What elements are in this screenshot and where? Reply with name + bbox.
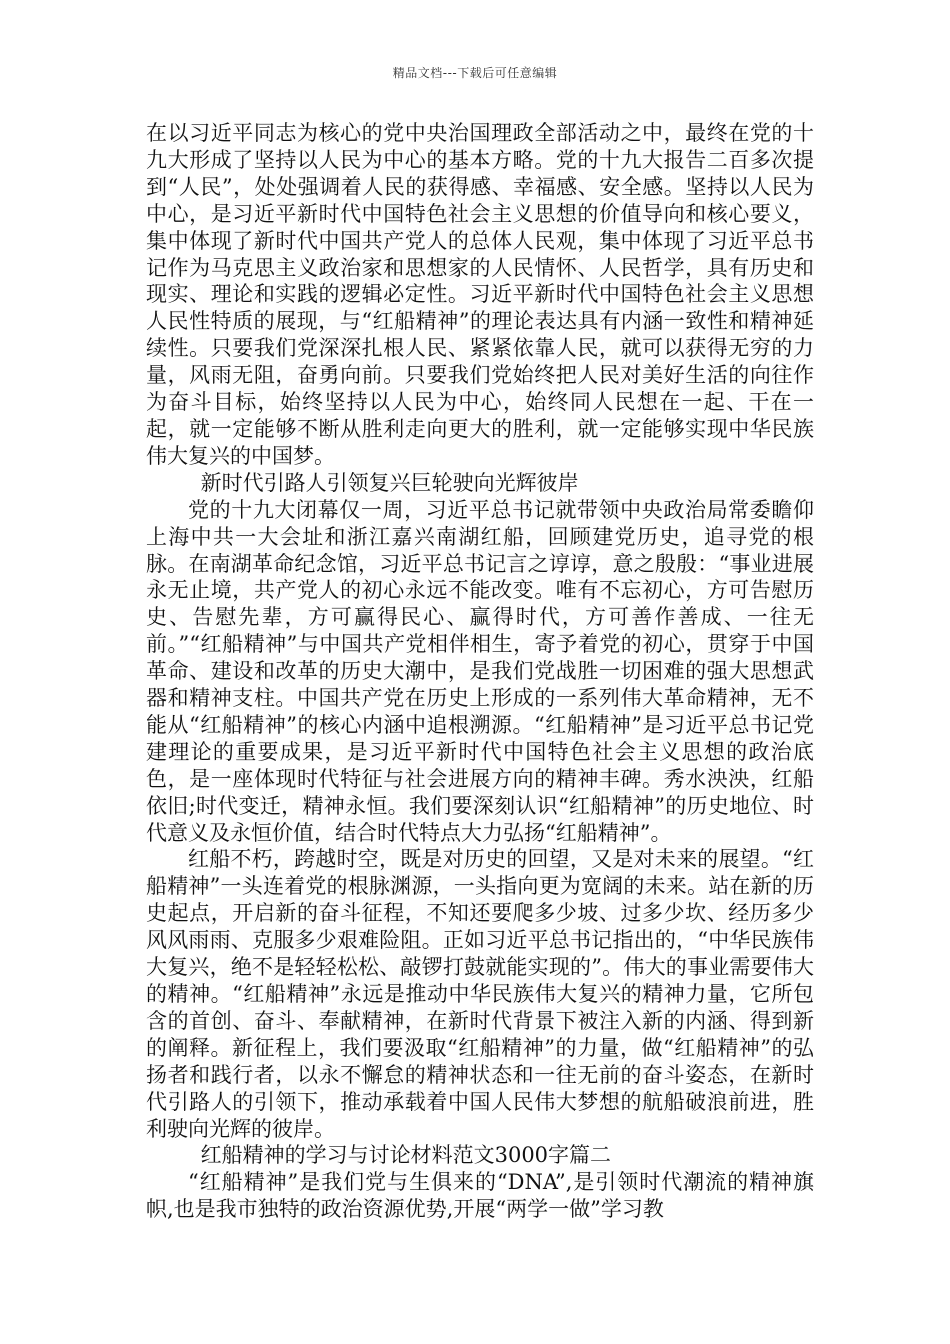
page-header: 精品文档---下载后可任意编辑 — [392, 66, 558, 80]
paragraph-1: 在以习近平同志为核心的党中央治国理政全部活动之中，最终在党的十九大形成了坚持以人民为中心的基本方略。党的十九大报告二百多次提到“人民”，处处强调着人民的获得感、幸福感、安全感。坚持以人民为中心，是习近平新时代中国特色社会主义思想的价值导向和核心要义，集中体现了新时代中国共产党人的总体人民观，集中体现了习近平总书记作为马克思主义政治家和思想家的人民情怀、人民哲学，具有历史和现实、理论和实践的逻辑必定性。习近平新时代中国特色社会主义思想人民性特质的展现，与“红船精神”的理论表达具有内涵一致性和精神延续性。只要我们党深深扎根人民、紧紧依靠人民，就可以获得无穷的力量，风雨无阻，奋勇向前。只要我们党始终把人民对美好生活的向往作为奋斗目标，始终坚持以人民为中心，始终同人民想在一起、干在一起，就一定能够不断从胜利走向更大的胜利，就一定能够实现中华民族伟大复兴的中国梦。 — [146, 121, 814, 468]
paragraph-4: “红船精神”是我们党与生俱来的“DNA”,是引领时代潮流的精神旗帜,也是我市独特的政治资源优势,开展“两学一做”学习教 — [146, 1170, 814, 1222]
section-heading-2: 红船精神的学习与讨论材料范文3000字篇二 — [200, 1143, 612, 1168]
document-body — [146, 120, 814, 1223]
paragraph-2: 党的十九大闭幕仅一周，习近平总书记就带领中央政治局常委瞻仰上海中共一大会址和浙江嘉兴南湖红船，回顾建党历史，追寻党的根脉。在南湖革命纪念馆，习近平总书记言之谆谆，意之殷殷：“事业进展永无止境，共产党人的初心永远不能改变。唯有不忘初心，方可告慰历史、告慰先辈，方可赢得民心、赢得时代，方可善作善成、一往无前。”“红船精神”与中国共产党相伴相生，寄予着党的初心，贯穿于中国革命、建设和改革的历史大潮中，是我们党战胜一切困难的强大思想武器和精神支柱。中国共产党在历史上形成的一系列伟大革命精神，无不能从“红船精神”的核心内涵中追根溯源。“红船精神”是习近平总书记党建理论的重要成果，是习近平新时代中国特色社会主义思想的政治底色，是一座体现时代特征与社会进展方向的精神丰碑。秀水泱泱，红船依旧;时代变迁，精神永恒。我们要深刻认识“红船精神”的历史地位、时代意义及永恒价值，结合时代特点大力弘扬“红船精神”。 — [146, 497, 814, 845]
paragraph-3: 红船不朽，跨越时空，既是对历史的回望，又是对未来的展望。“红船精神”一头连着党的根脉渊源，一头指向更为宽阔的未来。站在新的历史起点，开启新的奋斗征程，不知还要爬多少坡、过多少坎、经历多少风风雨雨、克服多少艰难险阻。正如习近平总书记指出的，“中华民族伟大复兴，绝不是轻轻松松、敲锣打鼓就能实现的”。伟大的事业需要伟大的精神。“红船精神”永远是推动中华民族伟大复兴的精神力量，它所包含的首创、奋斗、奉献精神，在新时代背景下被注入新的内涵、得到新的阐释。新征程上，我们要汲取“红船精神”的力量，做“红船精神”的弘扬者和践行者，以永不懈怠的精神状态和一往无前的奋斗姿态，在新时代引路人的引领下，推动承载着中国人民伟大梦想的航船破浪前进，胜利驶向光辉的彼岸。 — [146, 847, 814, 1141]
section-heading-1: 新时代引路人引领复兴巨轮驶向光辉彼岸 — [200, 470, 579, 495]
